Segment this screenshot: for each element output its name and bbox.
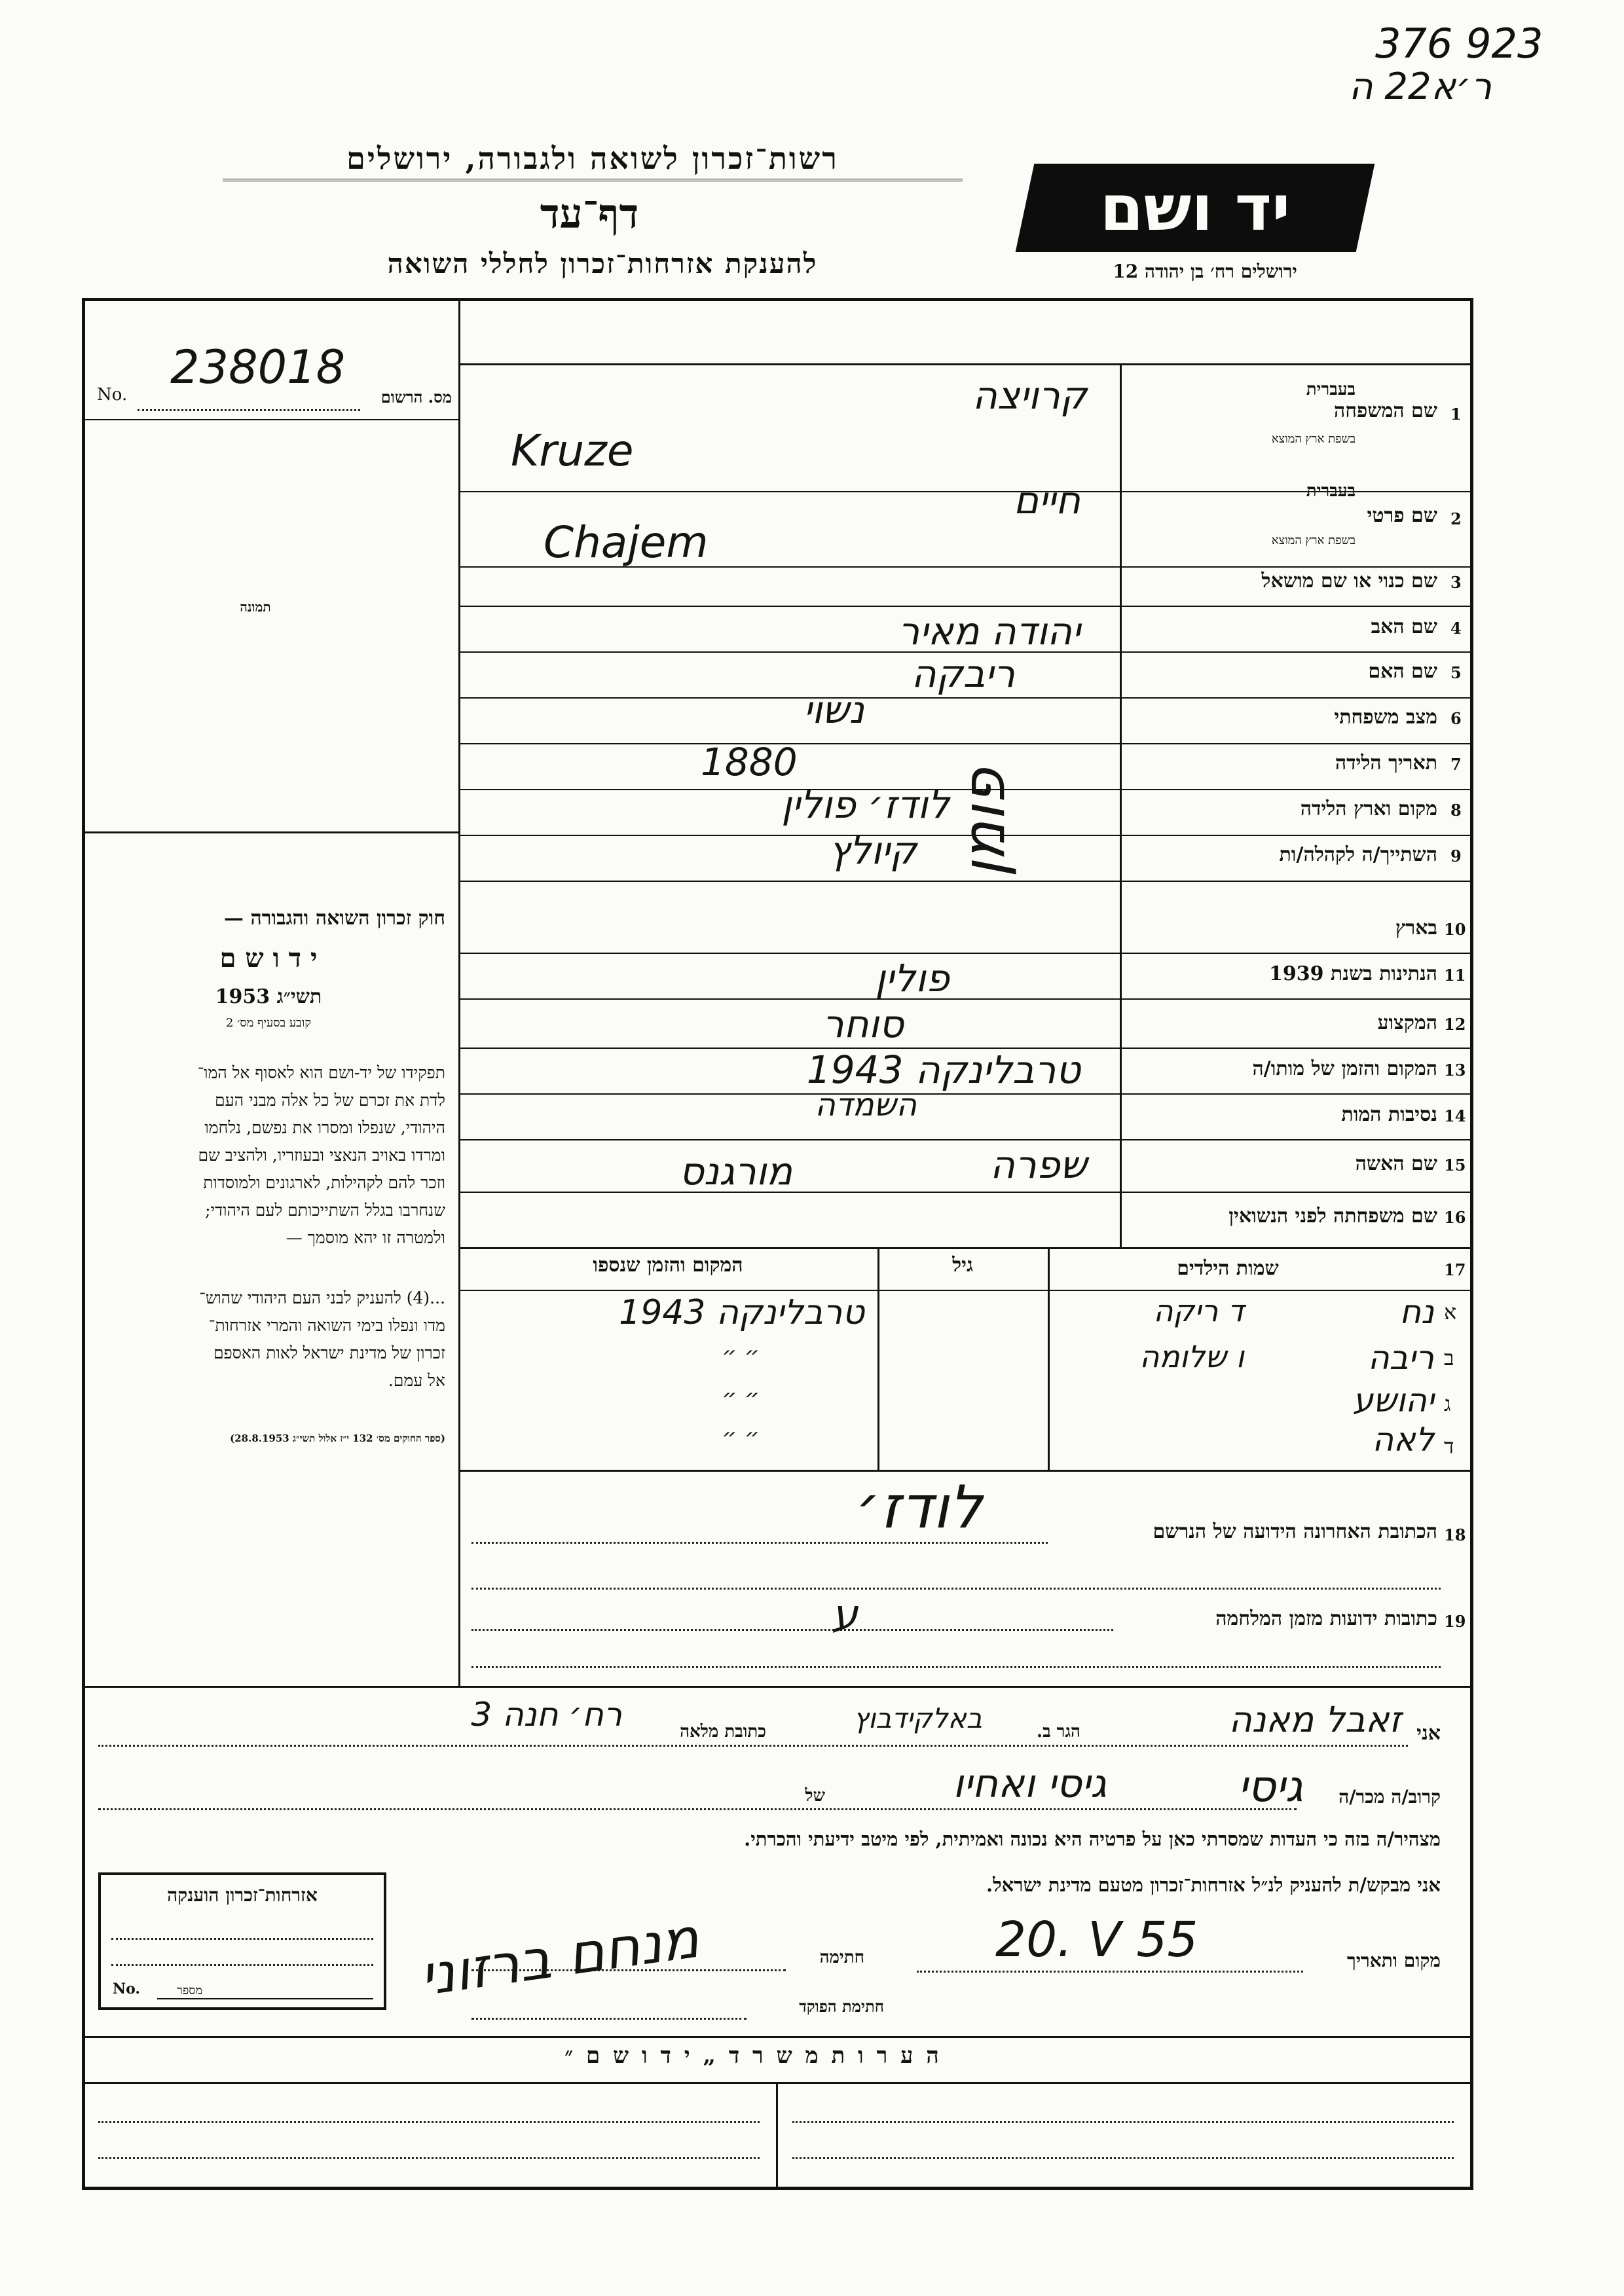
field-2-value-hebrew: חיים	[1013, 478, 1080, 522]
stamp-number-label: מספר	[177, 1984, 203, 1997]
field-13-label: המקום והזמן של מותו/ה	[1252, 1057, 1437, 1080]
law-line: זכרון של מדינת ישראל לאות האספם	[213, 1343, 445, 1362]
child-place: ״ ״	[722, 1342, 760, 1369]
registration-line	[138, 409, 360, 411]
decl-of-label: של	[805, 1786, 825, 1806]
children-col-names: שמות הילדים	[1177, 1257, 1279, 1280]
stamp-box-title: אזרחות־זכרון הוענקה	[167, 1884, 318, 1906]
footer-line	[792, 2157, 1454, 2159]
field-18-value: לודז׳	[855, 1473, 982, 1542]
child-row-mark: א	[1444, 1300, 1457, 1324]
field-9-value: קיולץ	[828, 828, 917, 873]
field-6-label: מצב משפחתי	[1334, 706, 1437, 729]
law-clause: קובע בסעיף מס׳ 2	[226, 1016, 311, 1030]
field-6-num: 6	[1450, 709, 1462, 728]
decl-declarant: זאבל מאנה	[1228, 1699, 1401, 1740]
row-line	[458, 697, 1473, 699]
field-5-label: שם האם	[1368, 660, 1437, 683]
children-col-divider	[1048, 1247, 1050, 1470]
field-11-num: 11	[1444, 966, 1466, 985]
field-10-num: 10	[1444, 920, 1466, 939]
field-7-label: תאריך הלידה	[1335, 752, 1437, 774]
field-4-num: 4	[1450, 619, 1462, 638]
logo-address: ירושלים רח׳ בן יהודה 12	[1113, 261, 1297, 282]
child-name: לאה	[1372, 1421, 1434, 1459]
child-spouse: ו שלומה	[1139, 1339, 1244, 1374]
left-column-divider	[458, 298, 460, 1686]
decl-relation: גיסי	[1238, 1761, 1303, 1812]
child-row-mark: ב	[1444, 1345, 1454, 1370]
field-18-num: 18	[1444, 1525, 1466, 1544]
decl-i-label: אני	[1416, 1722, 1441, 1745]
law-line: היהודי, שנפלו ומסרו את נפשם, נלחמו	[204, 1118, 445, 1137]
row-line	[458, 953, 1473, 954]
decl-residing: באלקידבוץ	[853, 1702, 982, 1734]
child-row-mark: ג	[1444, 1391, 1451, 1416]
child-spouse: ד ריקה	[1153, 1293, 1244, 1328]
field-19-line-2	[471, 1666, 1441, 1668]
registration-row-line	[82, 419, 458, 420]
children-col-divider	[877, 1247, 879, 1470]
field-2-num: 2	[1450, 509, 1462, 528]
child-place: ״ ״	[722, 1385, 760, 1412]
field-6-value: נשוי	[803, 687, 864, 732]
field-14-label: נסיבות המות	[1341, 1103, 1437, 1126]
row-line	[458, 1093, 1473, 1095]
law-line: וזכר להם לקהילות, לארגונים ולמוסדות	[203, 1173, 445, 1192]
decl-date-line	[917, 1971, 1303, 1973]
field-2-label: שם פרטי	[1367, 504, 1437, 527]
field-18-line	[471, 1542, 1048, 1544]
decl-statement-2: אני מבקש/ת להעניק לנ״ל אזרחות־זכרון מטעם מדינת ישראל.	[986, 1874, 1441, 1896]
footer-title: ה ע ר ו ת מ ש ר ד „ י ד ו ש ם ״	[564, 2043, 942, 2069]
field-12-value: סוחר	[822, 1002, 904, 1046]
registration-label: מס. הרשום	[380, 388, 452, 407]
decl-officer-line	[471, 2018, 747, 2020]
row-line	[458, 1192, 1473, 1193]
field-11-value: פולין	[875, 956, 950, 1000]
field-19-value: ע	[832, 1591, 858, 1639]
declaration-top-line	[82, 1686, 1473, 1688]
field-1-value-hebrew: קרויצה	[972, 373, 1087, 418]
field-18-label: הכתובת האחרונה הידועה של הנרשם	[1153, 1520, 1437, 1543]
field-1-value-local: Kruze	[511, 426, 634, 476]
child-name: יהושע	[1352, 1381, 1434, 1419]
label-column-divider	[1120, 363, 1122, 1247]
decl-statement-1: מצהיר/ה בזה כי העדות שמסרתי כאן על פרטיה היא נכונה ואמיתית, לפי מיטב ידיעתי והכרתי.	[744, 1828, 1441, 1850]
stamp-line-1	[111, 1938, 373, 1940]
child-row-mark: ד	[1444, 1434, 1454, 1459]
children-col-place: המקום והזמן שנספו	[593, 1254, 743, 1277]
photo-label: תמונה	[240, 599, 271, 615]
field-12-num: 12	[1444, 1015, 1466, 1034]
decl-date: 20. V 55	[995, 1912, 1198, 1968]
law-year: תשי״ג 1953	[215, 985, 322, 1008]
archive-mark: ר׳א22 ה	[1349, 65, 1492, 108]
law-line: שנחרבו בגלל השתייכותם לעם היהודי;	[205, 1201, 445, 1220]
law-title: חוק זכרון השואה והגבורה —	[224, 907, 445, 930]
authority-title: רשות־זכרון לשואה ולגבורה, ירושלים	[223, 141, 963, 181]
registration-no-label: No.	[97, 385, 128, 405]
field-8-num: 8	[1450, 801, 1462, 820]
field-19-label: כתובות ידועות מזמן המלחמה	[1215, 1607, 1437, 1630]
row-line	[458, 1139, 1473, 1140]
archive-number: 376 923	[1375, 20, 1543, 67]
field-11-label: הנתינות בשנת 1939	[1268, 962, 1437, 985]
photo-bottom-line	[82, 831, 458, 833]
footer-line	[98, 2121, 760, 2123]
law-source: (ספר החוקים מס׳ 132 י״ז אלול תשי״ג 28.8.1953)	[230, 1432, 445, 1444]
field-4-value: יהודה מאיר	[898, 609, 1080, 653]
row-line	[458, 881, 1473, 882]
stamp-line-2	[111, 1964, 373, 1966]
children-header-line	[458, 1290, 1473, 1291]
field-16-value: מורגנס	[679, 1149, 792, 1194]
decl-of-value: גיסי ואחיו	[953, 1761, 1107, 1807]
field-9-label: השתייך/ה לקהלה/ות	[1279, 843, 1437, 866]
field-15-value: שפרה	[990, 1142, 1087, 1187]
decl-signature: מנחם ברזוני	[416, 1905, 703, 2009]
field-5-value: ריבקה	[911, 651, 1015, 696]
decl-residing-label: הגר ב.	[1037, 1722, 1080, 1741]
form-subtitle: להענקת אזרחות־זכרון לחללי השואה	[387, 247, 818, 280]
row-line	[458, 606, 1473, 607]
footer-line	[98, 2157, 760, 2159]
field-2-local-label: בשפת ארץ המוצא	[1271, 534, 1356, 547]
registration-number: 238018	[170, 340, 346, 394]
field-14-value: השמדה	[815, 1087, 917, 1123]
field-15-label: שם האשה	[1355, 1152, 1437, 1175]
field-14-num: 14	[1444, 1106, 1466, 1125]
child-place: טרבלינקה 1943	[619, 1293, 864, 1332]
stamp-number-line	[157, 1998, 373, 1999]
field-8-label: מקום וארץ הלידה	[1300, 797, 1437, 820]
side-note: פומן	[950, 768, 1018, 877]
field-10-label: בארץ	[1395, 917, 1437, 939]
top-header-row	[458, 363, 1473, 365]
children-bottom-line	[458, 1470, 1473, 1472]
field-7-num: 7	[1450, 755, 1462, 774]
children-col-age: גיל	[952, 1254, 973, 1277]
field-3-label: שם כנוי או שם מושאל	[1261, 570, 1437, 592]
law-line: תפקידו של יד-ושם הוא לאסוף אל המו־	[197, 1063, 445, 1082]
row-line	[458, 1247, 1473, 1249]
child-place: ״ ״	[722, 1424, 760, 1451]
field-17-num: 17	[1444, 1260, 1466, 1279]
field-4-label: שם האב	[1371, 615, 1437, 638]
field-8-value: לודז׳ פולין	[781, 782, 950, 827]
field-5-num: 5	[1450, 663, 1462, 682]
decl-officer-label: חתימת הפוקד	[799, 1997, 884, 2016]
field-18-line-2	[471, 1588, 1441, 1590]
footer-line	[792, 2121, 1454, 2123]
child-name: ריבה	[1368, 1339, 1434, 1377]
decl-relative-label: קרוב/ה מכר/ה	[1338, 1786, 1441, 1808]
field-12-label: המקצוע	[1377, 1011, 1437, 1034]
footer-col-divider	[776, 2082, 778, 2190]
field-19-line	[471, 1629, 1113, 1631]
logo-text: יד ושם	[1099, 172, 1291, 245]
field-1-label: שם המשפחה	[1333, 399, 1437, 422]
row-line	[458, 998, 1473, 1000]
field-16-label: שם משפחתה לפני הנשואין	[1228, 1205, 1437, 1228]
field-19-num: 19	[1444, 1612, 1466, 1631]
form-title: דף־עד	[540, 190, 639, 238]
child-name: נח	[1399, 1293, 1434, 1331]
law-name: י ד ו ש ם	[219, 943, 318, 974]
field-1-hebrew-label: בעברית	[1306, 380, 1356, 399]
stamp-no-label: No.	[113, 1980, 141, 1997]
decl-line-1	[98, 1745, 1408, 1747]
field-9-num: 9	[1450, 847, 1462, 866]
decl-address-label: כתובת מלאה	[680, 1722, 766, 1741]
field-3-num: 3	[1450, 573, 1462, 592]
field-7-value: 1880	[701, 740, 798, 784]
decl-signature-label: חתימה	[819, 1948, 864, 1967]
law-line: ...(4) להעניק לבני העם היהודי שהוש־	[199, 1288, 445, 1307]
field-1-local-label: בשפת ארץ המוצא	[1271, 432, 1356, 446]
field-2-value-local: Chajem	[544, 517, 709, 568]
law-line: מדו ונפלו בימי השואה והמרי אזרחות־	[208, 1316, 445, 1335]
decl-place-date-label: מקום ותאריך	[1346, 1950, 1441, 1971]
field-1-num: 1	[1450, 405, 1462, 424]
law-line: ולמטרה זו יהא מוסמך —	[286, 1228, 445, 1247]
field-16-num: 16	[1444, 1208, 1466, 1227]
law-line: ומרדו באויב הנאצי ובעוזריו, ולהציב שם	[198, 1146, 445, 1165]
footer-top-line	[82, 2036, 1473, 2038]
field-13-value: טרבלינקה 1943	[806, 1048, 1080, 1092]
decl-address: רח׳ חנה 3	[471, 1696, 622, 1734]
field-15-num: 15	[1444, 1156, 1466, 1175]
field-13-num: 13	[1444, 1061, 1466, 1080]
row-line	[458, 743, 1473, 744]
law-line: אל עמם.	[388, 1371, 445, 1390]
law-line: לדת את זכרם של כל אלה מבני העם	[215, 1091, 445, 1110]
field-2-hebrew-label: בעברית	[1306, 481, 1356, 501]
